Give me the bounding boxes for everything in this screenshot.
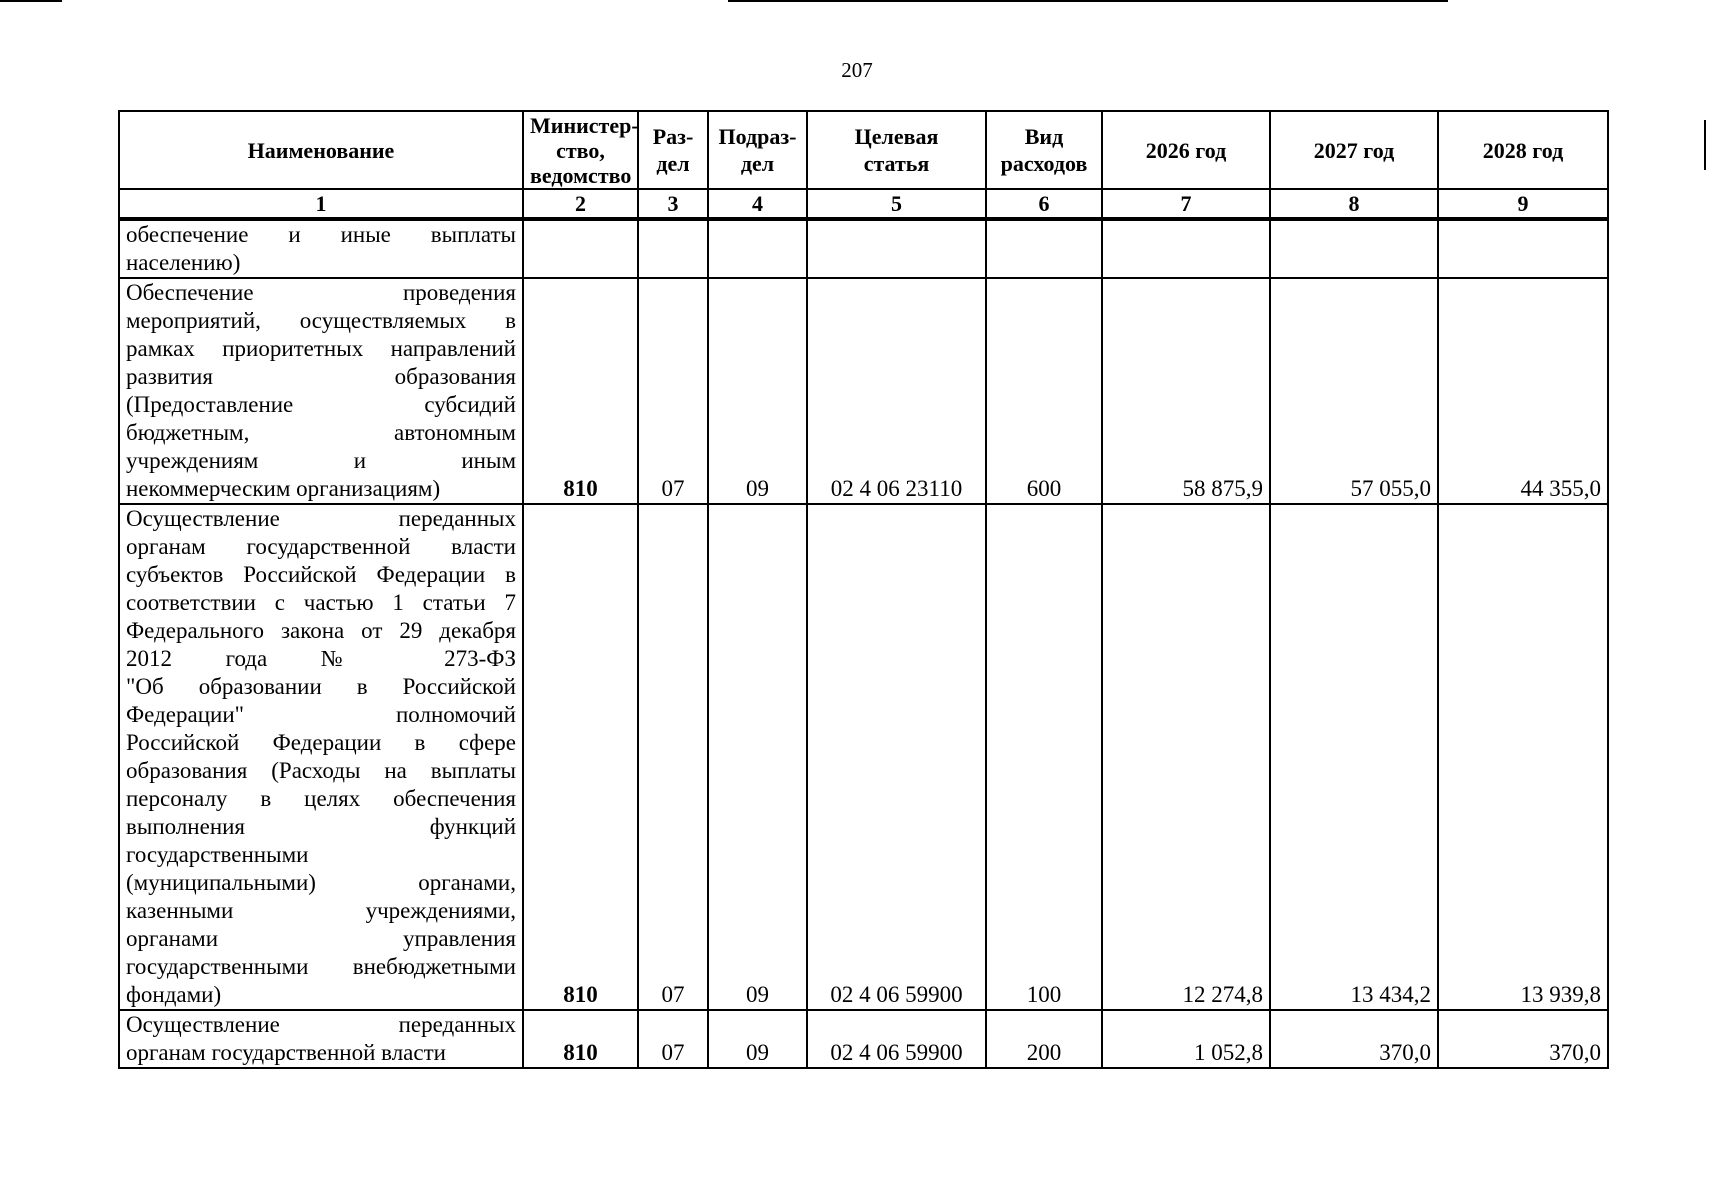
cell-expense-type	[986, 219, 1102, 278]
cell-expense-type: 600	[986, 278, 1102, 504]
header-subsection-line: дел	[740, 151, 775, 176]
name-line: (Предоставление субсидий	[126, 392, 516, 417]
cell-2028	[1438, 219, 1608, 278]
cell-target	[807, 219, 986, 278]
name-line: Осуществление переданных	[126, 1012, 516, 1037]
name-line: обеспечение и иные выплаты	[126, 222, 516, 247]
name-line: некоммерческим организациям)	[126, 476, 441, 501]
cell-target: 02 4 06 23110	[807, 278, 986, 504]
cell-ministry: 810	[523, 1010, 638, 1068]
name-line: органами управления	[126, 926, 516, 951]
cell-ministry: 810	[523, 504, 638, 1010]
cell-subsection: 09	[708, 1010, 807, 1068]
header-ministry	[523, 111, 638, 189]
table-row	[119, 504, 1608, 1010]
header-subsection-line: Подраз-	[718, 124, 797, 149]
name-line: Осуществление переданных	[126, 506, 516, 531]
scan-edge-mark	[1704, 120, 1706, 170]
budget-table	[118, 110, 1609, 1069]
cell-2026: 12 274,8	[1102, 504, 1270, 1010]
page-number: 207	[841, 58, 873, 82]
name-line: государственными внебюджетными	[126, 954, 516, 979]
scan-edge-line	[0, 0, 62, 2]
name-line: государственными	[126, 842, 309, 867]
cell-2028: 13 939,8	[1438, 504, 1608, 1010]
name-line: персоналу в целях обеспечения	[126, 786, 516, 811]
cell-section: 07	[638, 1010, 708, 1068]
header-target	[807, 111, 986, 189]
column-number: 8	[1270, 189, 1438, 219]
header-expense-type-line: Вид	[1024, 124, 1064, 149]
column-number: 3	[638, 189, 708, 219]
header-ministry-line: ведомство	[530, 162, 632, 188]
cell-expense-type: 200	[986, 1010, 1102, 1068]
column-number: 2	[523, 189, 638, 219]
cell-2026	[1102, 219, 1270, 278]
header-ministry-line: ство,	[556, 137, 605, 163]
cell-2026: 1 052,8	[1102, 1010, 1270, 1068]
cell-2027	[1270, 219, 1438, 278]
column-number-row	[119, 189, 1608, 219]
name-line: субъектов Российской Федерации в	[126, 562, 516, 587]
cell-section: 07	[638, 504, 708, 1010]
header-ministry-line: Министер-	[530, 112, 639, 138]
header-expense-type	[986, 111, 1102, 189]
scan-edge-line	[728, 0, 1448, 2]
cell-2027: 13 434,2	[1270, 504, 1438, 1010]
column-number: 9	[1438, 189, 1608, 219]
header-section-line: дел	[656, 151, 690, 176]
cell-expense-type: 100	[986, 504, 1102, 1010]
name-line: 2012 года № 273-ФЗ	[126, 646, 516, 671]
cell-name	[119, 504, 523, 1010]
header-2027: 2027 год	[1270, 111, 1438, 189]
cell-2027: 57 055,0	[1270, 278, 1438, 504]
cell-2027: 370,0	[1270, 1010, 1438, 1068]
name-line: учреждениям и иным	[126, 448, 516, 473]
name-line: Российской Федерации в сфере	[126, 730, 516, 755]
cell-name	[119, 219, 523, 278]
cell-name	[119, 278, 523, 504]
cell-name	[119, 1010, 523, 1068]
cell-target: 02 4 06 59900	[807, 504, 986, 1010]
column-number: 7	[1102, 189, 1270, 219]
name-line: образования (Расходы на выплаты	[126, 758, 516, 783]
cell-ministry	[523, 219, 638, 278]
cell-ministry: 810	[523, 278, 638, 504]
cell-subsection: 09	[708, 278, 807, 504]
header-2026: 2026 год	[1102, 111, 1270, 189]
name-line: рамках приоритетных направлений	[126, 336, 516, 361]
cell-2028: 370,0	[1438, 1010, 1608, 1068]
column-number: 4	[708, 189, 807, 219]
header-section	[638, 111, 708, 189]
table-row	[119, 219, 1608, 278]
header-name: Наименование	[119, 111, 523, 189]
name-line: фондами)	[126, 982, 222, 1007]
name-line: мероприятий, осуществляемых в	[126, 308, 516, 333]
name-line: органам государственной власти	[126, 1040, 446, 1065]
header-section-line: Раз-	[652, 124, 694, 149]
name-line: бюджетным, автономным	[126, 420, 516, 445]
table-body	[119, 219, 1608, 1068]
name-line: Обеспечение проведения	[126, 280, 516, 305]
name-line: соответствии с частью 1 статьи 7	[126, 590, 516, 615]
column-number: 6	[986, 189, 1102, 219]
header-2028: 2028 год	[1438, 111, 1608, 189]
name-line: органам государственной власти	[126, 534, 516, 559]
name-line: развития образования	[126, 364, 516, 389]
cell-subsection	[708, 219, 807, 278]
cell-2028: 44 355,0	[1438, 278, 1608, 504]
cell-section: 07	[638, 278, 708, 504]
header-expense-type-line: расходов	[1000, 151, 1088, 176]
table-row	[119, 278, 1608, 504]
name-line: (муниципальными) органами,	[126, 870, 516, 895]
name-line: населению)	[126, 250, 241, 275]
name-line: выполнения функций	[126, 814, 516, 839]
cell-target: 02 4 06 59900	[807, 1010, 986, 1068]
cell-subsection: 09	[708, 504, 807, 1010]
table-row	[119, 1010, 1608, 1068]
column-number: 5	[807, 189, 986, 219]
table-header-row	[119, 111, 1608, 189]
name-line: "Об образовании в Российской	[126, 674, 516, 699]
header-target-line: Целевая	[854, 124, 939, 149]
header-target-line: статья	[863, 151, 930, 176]
name-line: Федерации" полномочий	[126, 702, 516, 727]
column-number: 1	[119, 189, 523, 219]
header-subsection	[708, 111, 807, 189]
name-line: казенными учреждениями,	[126, 898, 516, 923]
name-line: Федерального закона от 29 декабря	[126, 618, 516, 643]
cell-section	[638, 219, 708, 278]
cell-2026: 58 875,9	[1102, 278, 1270, 504]
